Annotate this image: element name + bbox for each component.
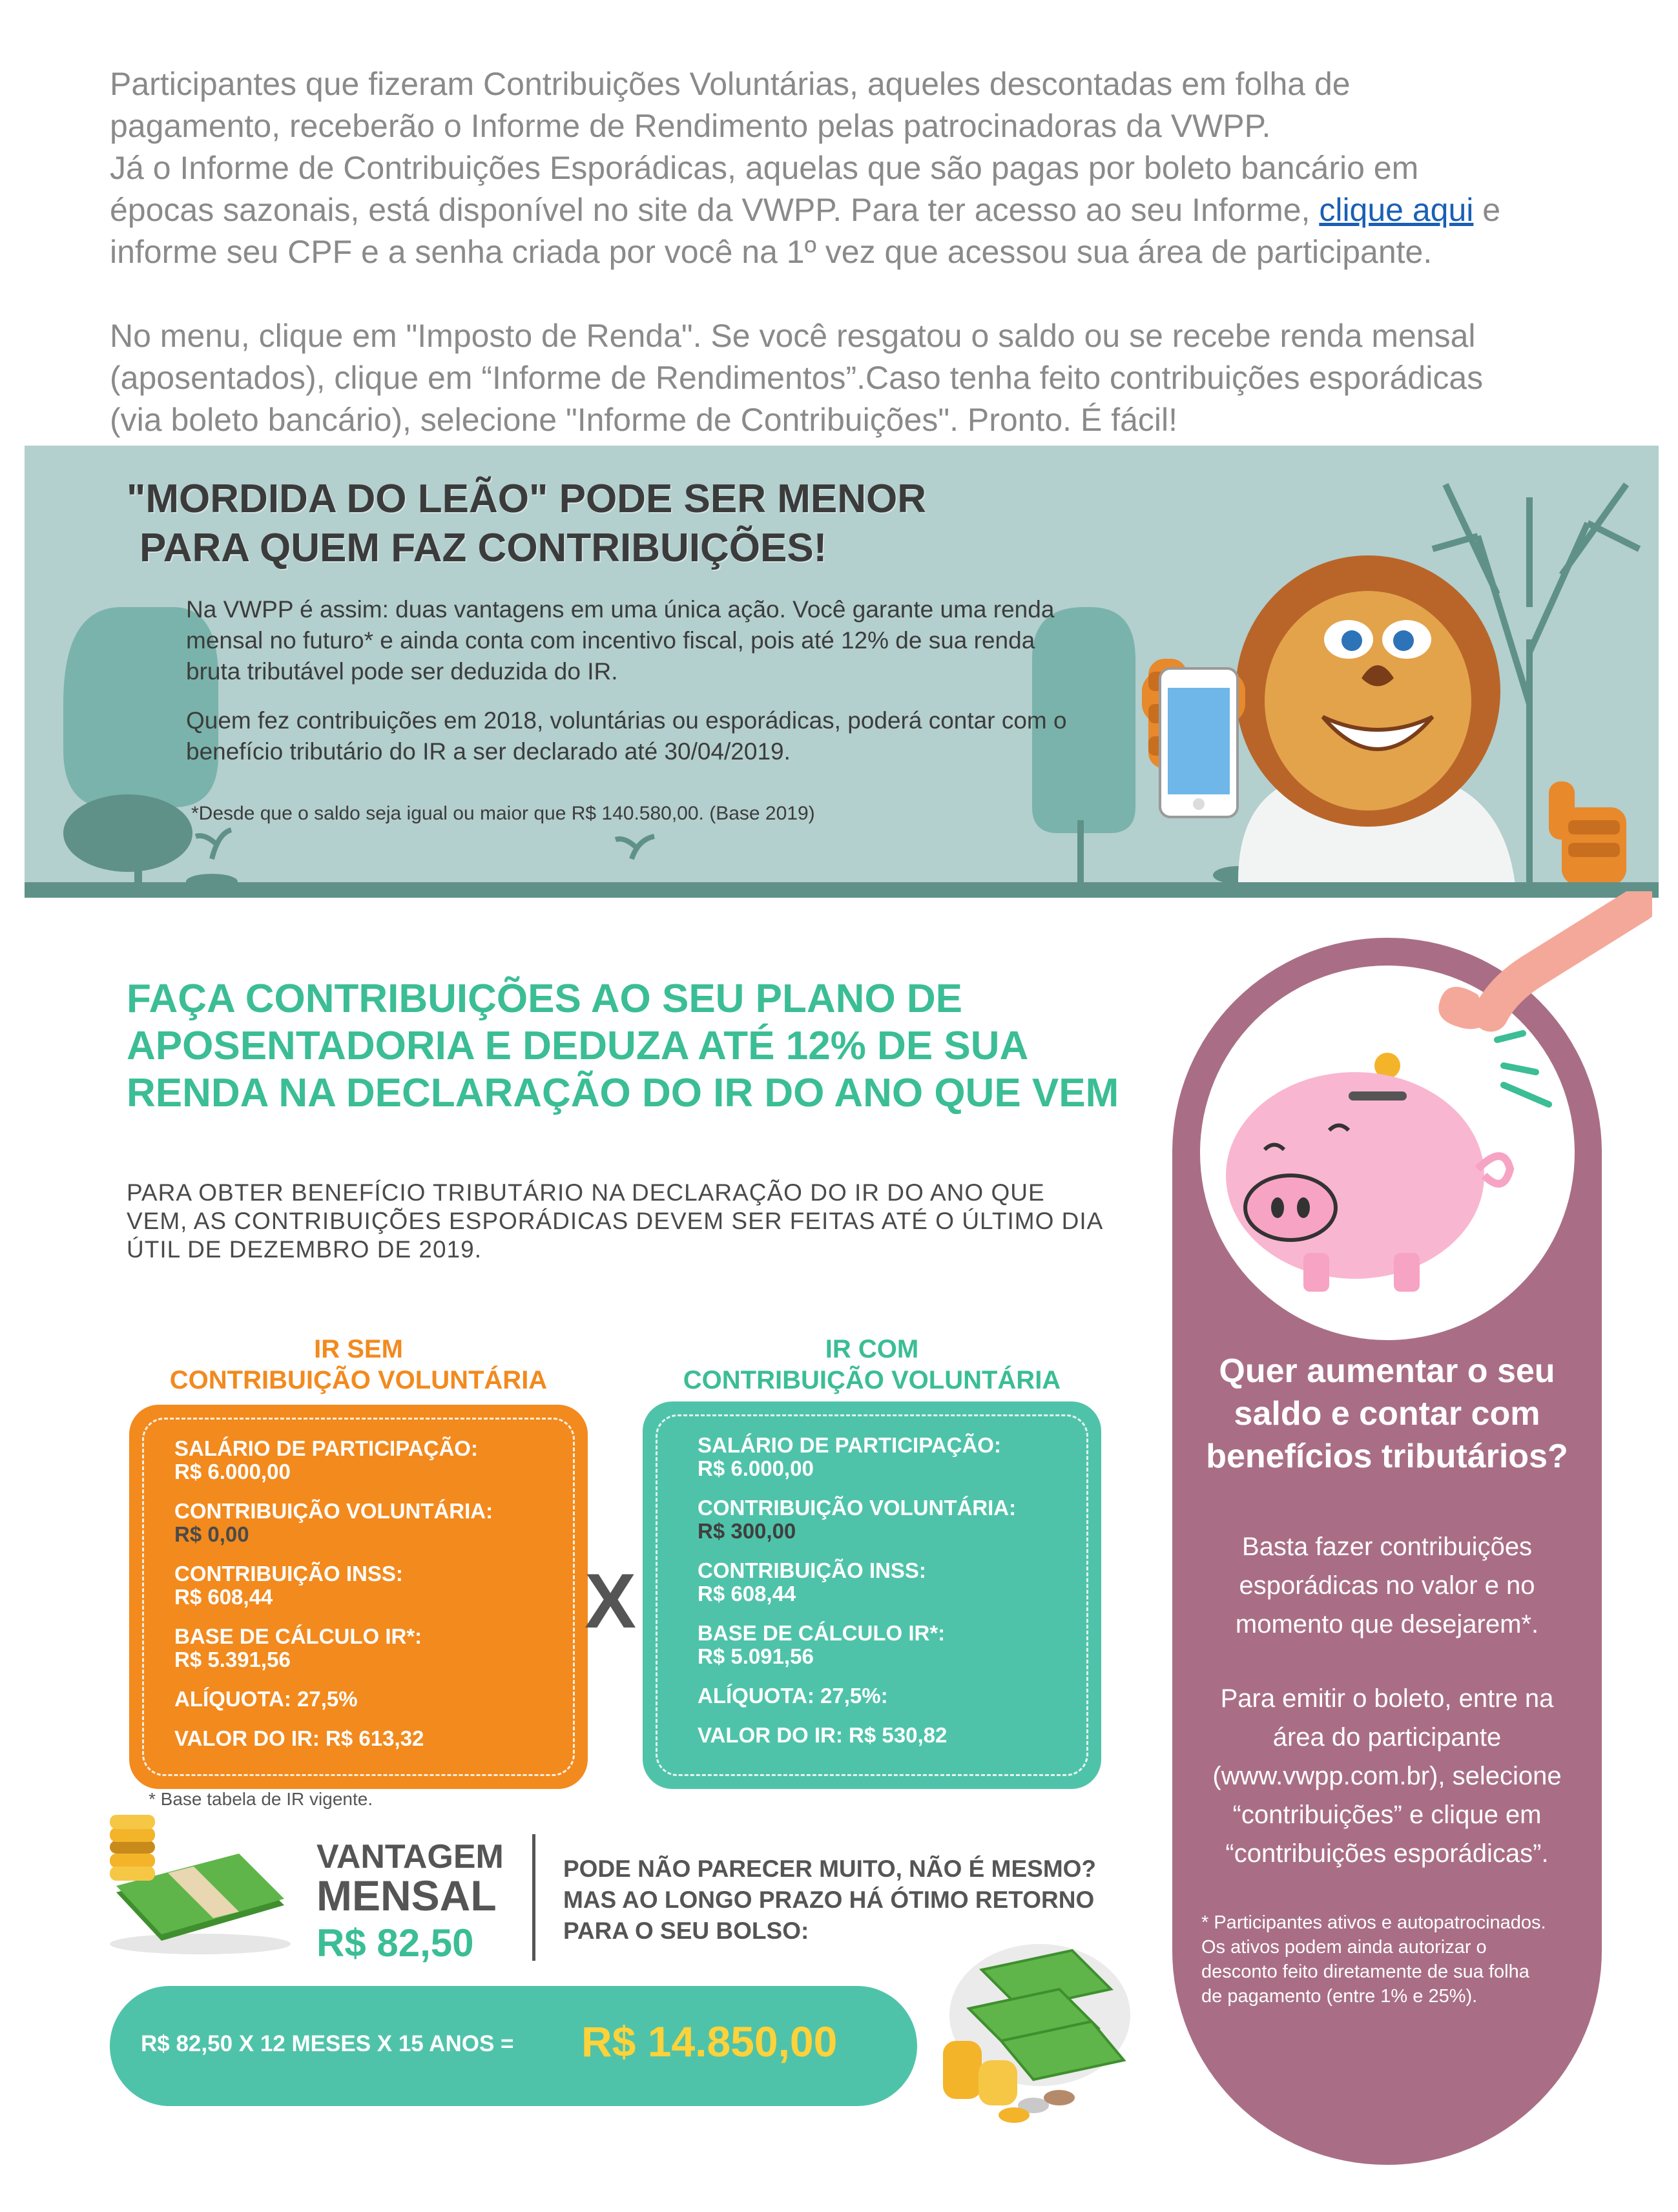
subhead-line: PARA OBTER BENEFÍCIO TRIBUTÁRIO NA DECLARAÇÃO DO IR DO ANO QUE [127, 1179, 1045, 1206]
piggy-bank-coin-icon [1200, 891, 1652, 1343]
aliquota: ALÍQUOTA: 27,5% [174, 1687, 358, 1711]
vantagem-value: R$ 82,50 [316, 1921, 474, 1965]
pill-text-line: “contribuições” e clique em [1232, 1801, 1542, 1829]
subheadline [127, 1179, 1134, 1264]
valor-ir: VALOR DO IR: R$ 530,82 [698, 1723, 948, 1747]
vertical-divider [532, 1834, 535, 1961]
ir-sem-contribuicao-card [129, 1405, 588, 1789]
pill-question [1172, 1350, 1602, 1478]
pill-text-line: (www.vwpp.com.br), selecione [1212, 1762, 1562, 1790]
pill-question-line: benefícios tributários? [1206, 1438, 1568, 1475]
pill-note-line: Os ativos podem ainda autorizar o [1201, 1937, 1487, 1958]
pill-note-line: desconto feito diretamente de sua folha [1201, 1961, 1529, 1982]
total-calc: R$ 82,50 X 12 MESES X 15 ANOS = [141, 2031, 514, 2056]
vantagem-line2: MENSAL [316, 1872, 497, 1919]
base-label: BASE DE CÁLCULO IR*: [174, 1624, 422, 1648]
vantagem-line1: VANTAGEM [316, 1838, 504, 1876]
intro-line: Já o Informe de Contribuições Esporádicas, aquelas que são pagas por boleto bancário em [110, 150, 1419, 186]
money-stack-icon [103, 1815, 297, 1957]
subhead-line: VEM, AS CONTRIBUIÇÕES ESPORÁDICAS DEVEM SER FEITAS ATÉ O ÚLTIMO DIA [127, 1208, 1104, 1234]
clique-aqui-link[interactable]: clique aqui [1319, 192, 1474, 228]
intro-line: No menu, clique em "Imposto de Renda". Se você resgatou o saldo ou se recebe renda mensal [110, 318, 1476, 354]
salario-value: R$ 6.000,00 [698, 1456, 814, 1480]
total-calculation-pill [110, 1986, 917, 2106]
contrib-value: R$ 0,00 [174, 1522, 249, 1546]
banner-paragraph: Quem fez contribuições em 2018, voluntárias ou esporádicas, poderá contar com o benefício tributário do IR a ser declarado até 30/04/2019. [186, 707, 1067, 765]
pill-text-line: Basta fazer contribuições [1241, 1533, 1533, 1561]
aliquota: ALÍQUOTA: 27,5%: [698, 1684, 888, 1708]
base-value: R$ 5.091,56 [698, 1644, 814, 1668]
vantagem-mensal [316, 1837, 504, 1963]
base-value: R$ 5.391,56 [174, 1648, 291, 1671]
card-b-title [643, 1334, 1101, 1396]
subhead-line: ÚTIL DE DEZEMBRO DE 2019. [127, 1236, 482, 1263]
intro-line: pagamento, receberão o Informe de Rendimento pelas patrocinadoras da VWPP. [110, 108, 1271, 144]
pill-question-line: saldo e contar com [1234, 1395, 1540, 1432]
pill-question-line: Quer aumentar o seu [1219, 1352, 1555, 1390]
intro-line: informe seu CPF e a senha criada por você na 1º vez que acessou sua área de participante. [110, 234, 1433, 270]
pill-text-line: Para emitir o boleto, entre na [1220, 1684, 1554, 1713]
card-a-title-line: IR SEM [314, 1335, 403, 1363]
headline-line: RENDA NA DECLARAÇÃO DO IR DO ANO QUE VEM [127, 1071, 1119, 1115]
banner-footnote: *Desde que o saldo seja igual ou maior que R$ 140.580,00. (Base 2019) [191, 803, 815, 824]
inss-label: CONTRIBUIÇÃO INSS: [698, 1558, 926, 1582]
intro-line: (via boleto bancário), selecione "Informe de Contribuições". Pronto. É fácil! [110, 402, 1178, 438]
banner-title-line: PARA QUEM FAZ CONTRIBUIÇÕES! [140, 526, 827, 570]
headline-line: FAÇA CONTRIBUIÇÕES AO SEU PLANO DE [127, 977, 963, 1021]
pill-note-line: de pagamento (entre 1% e 25%). [1201, 1986, 1478, 2007]
inss-label: CONTRIBUIÇÃO INSS: [174, 1562, 403, 1586]
base-label: BASE DE CÁLCULO IR*: [698, 1621, 946, 1645]
salario-label: SALÁRIO DE PARTICIPAÇÃO: [174, 1436, 478, 1460]
pill-paragraph-2 [1195, 1679, 1579, 1873]
card-a-title-line: CONTRIBUIÇÃO VOLUNTÁRIA [169, 1366, 548, 1394]
inss-value: R$ 608,44 [174, 1585, 273, 1609]
contrib-value: R$ 300,00 [698, 1519, 796, 1543]
card-b-lines [698, 1434, 1016, 1763]
contrib-label: CONTRIBUIÇÃO VOLUNTÁRIA: [174, 1499, 493, 1523]
total-result: R$ 14.850,00 [581, 2018, 838, 2065]
banner-body [186, 594, 1077, 785]
intro-line-pre: épocas sazonais, está disponível no site da VWPP. Para ter acesso ao seu Informe, [110, 192, 1320, 228]
banner-paragraph: Na VWPP é assim: duas vantagens em uma única ação. Você garante uma renda mensal no futuro* e ainda conta com incentivo fiscal, pois até 12% de sua renda bruta tributável pode ser deduzida do IR. [186, 596, 1055, 685]
intro-line: Participantes que fizeram Contribuições Voluntárias, aqueles descontadas em folha de [110, 66, 1351, 102]
pill-text-line: “contribuições esporádicas”. [1225, 1839, 1549, 1868]
pode-line: MAS AO LONGO PRAZO HÁ ÓTIMO RETORNO [563, 1886, 1095, 1913]
money-pile-icon [930, 1931, 1137, 2125]
pill-footnote [1201, 1910, 1579, 2009]
card-a-title [129, 1334, 588, 1396]
ir-com-contribuicao-card [643, 1401, 1101, 1789]
pill-text-line: momento que desejarem*. [1235, 1610, 1539, 1638]
contrib-label: CONTRIBUIÇÃO VOLUNTÁRIA: [698, 1496, 1017, 1520]
versus-x: X [585, 1558, 637, 1644]
intro-text [110, 63, 1569, 441]
pill-note-line: * Participantes ativos e autopatrocinados. [1201, 1912, 1546, 1933]
intro-line-post: e [1473, 192, 1501, 228]
pode-line: PODE NÃO PARECER MUITO, NÃO É MESMO? [563, 1855, 1097, 1882]
pill-text-line: esporádicas no valor e no [1239, 1571, 1535, 1600]
banner-title [127, 475, 926, 573]
lion-banner [25, 446, 1659, 898]
base-note: * Base tabela de IR vigente. [149, 1789, 373, 1809]
card-b-title-line: CONTRIBUIÇÃO VOLUNTÁRIA [683, 1366, 1061, 1394]
headline-line: APOSENTADORIA E DEDUZA ATÉ 12% DE SUA [127, 1024, 1029, 1068]
intro-line: (aposentados), clique em “Informe de Rendimentos”.Caso tenha feito contribuições esporádicas [110, 360, 1484, 396]
valor-ir: VALOR DO IR: R$ 613,32 [174, 1726, 424, 1750]
salario-label: SALÁRIO DE PARTICIPAÇÃO: [698, 1433, 1001, 1457]
pode-line: PARA O SEU BOLSO: [563, 1917, 809, 1944]
banner-title-line: "MORDIDA DO LEÃO" PODE SER MENOR [127, 477, 927, 521]
card-a-lines [174, 1437, 493, 1766]
pill-paragraph-1 [1201, 1527, 1573, 1644]
inss-value: R$ 608,44 [698, 1582, 796, 1606]
main-headline [127, 975, 1160, 1117]
intro-line [110, 189, 1569, 231]
pill-text-line: área do participante [1272, 1723, 1502, 1752]
card-b-title-line: IR COM [825, 1335, 919, 1363]
salario-value: R$ 6.000,00 [174, 1460, 291, 1483]
